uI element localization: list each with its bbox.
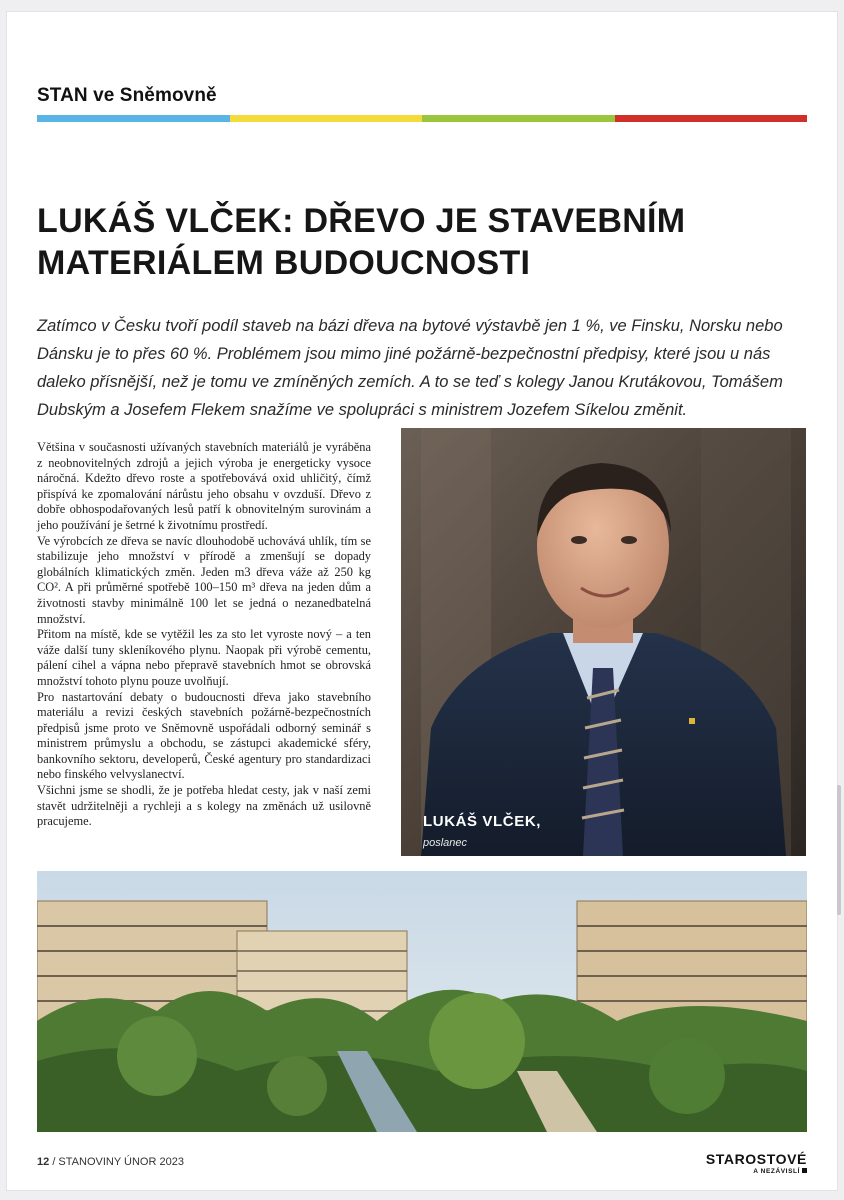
body-paragraph: Ve výrobcích ze dřeva se navíc dlouhodobě uchovává uhlík, tím se stabilizuje jeho množství v přírodě a zmenšují se dopady globálních klimatických změn. Jeden m3 dřeva váže až 250 kg CO². A při průměrné spotřebě 100–150 m³ dřeva na jeden dům a životnosti stavby minimálně 100 let se jedná o nezanedbatelná množství. (37, 533, 371, 626)
headline-line-2: MATERIÁLEM BUDOUCNOSTI (37, 244, 531, 282)
article-lead: Zatímco v Česku tvoří podíl staveb na bázi dřeva na bytové výstavbě jen 1 %, ve Finsku, Norsku nebo Dánsku je to přes 60 %. Problémem jsou mimo jiné požárně-bezpečnostní předpisy, které jsou u nás daleko přísnější, než je tomu ve zmíněných zemích. A to se teď s kolegy Janou Krutákovou, Tomášem Dubským a Josefem Flekem snažíme ve spolupráci s ministrem Jozefem Síkelou změnit. (37, 317, 783, 419)
color-stripe (37, 115, 807, 122)
article-headline (37, 200, 797, 284)
section-label: STAN ve Sněmovně (37, 85, 217, 106)
stripe-red (615, 115, 808, 122)
portrait-illustration (401, 428, 806, 856)
body-paragraph: Většina v současnosti užívaných stavebních materiálů je vyráběna z neobnovitelných zdrojů a jejich výroba je energeticky vysoce náročná. Kdežto dřevo roste a spotřebovává oxid uhličitý, čímž přispívá ke zpomalování nárůstu jeho obsahu v ovzduší. Dřevo z dobře obhospodařovaných lesů patří k obnovitelným surovinám a jeho používání je šetrné k životnímu prostředí. (37, 440, 371, 532)
brand-subtitle: A NEZÁVISLÍ (706, 1168, 807, 1175)
magazine-page (7, 12, 837, 1190)
page-number: 12 (37, 1156, 50, 1168)
photo-caption-role: poslanec (423, 837, 468, 849)
photo-caption-name: LUKÁŠ VLČEK, (423, 813, 542, 830)
architecture-render-image (37, 871, 807, 1132)
stripe-yellow (230, 115, 423, 122)
page-footer (37, 1156, 184, 1168)
portrait-photo (401, 428, 806, 856)
body-paragraph: Pro nastartování debaty o budoucnosti dřeva jako stavebního materiálu a revizi českých stavebních požárně-bezpečnostních předpisů jsme proto ve Sněmovně uspořádali odborný seminář s ministrem průmyslu a obchodu, se zástupci akademické sféry, bankovního sektoru, developerů, České agentury pro standardizaci nebo finského velvyslanectví. (37, 689, 371, 782)
brand-name: STAROSTOVÉ (705, 1151, 807, 1167)
stripe-green (422, 115, 615, 122)
scrollbar[interactable] (837, 785, 841, 915)
body-paragraph: Všichni jsme se shodli, že je potřeba hledat cesty, jak v naší zemi stavět udržitelněji a rychleji a s kolegy na změnách už usilovně pracujeme. (37, 783, 371, 829)
wooden-buildings-illustration (37, 871, 807, 1132)
brand-logo (706, 1151, 807, 1175)
stripe-blue (37, 115, 230, 122)
issue-label: / STANOVINY ÚNOR 2023 (52, 1156, 184, 1168)
body-paragraph: Přitom na místě, kde se vytěžil les za sto let vyroste nový – a ten váže další tuny skleníkového plynu. Naopak při výrobě cementu, pálení cihel a vápna nebo přepravě stavebních hmot se obrovská množství tohoto plynu pouze uvolňují. (37, 627, 371, 688)
square-icon (802, 1168, 807, 1173)
headline-line-1: LUKÁŠ VLČEK: DŘEVO JE STAVEBNÍM (37, 202, 686, 240)
article-body (37, 440, 371, 830)
